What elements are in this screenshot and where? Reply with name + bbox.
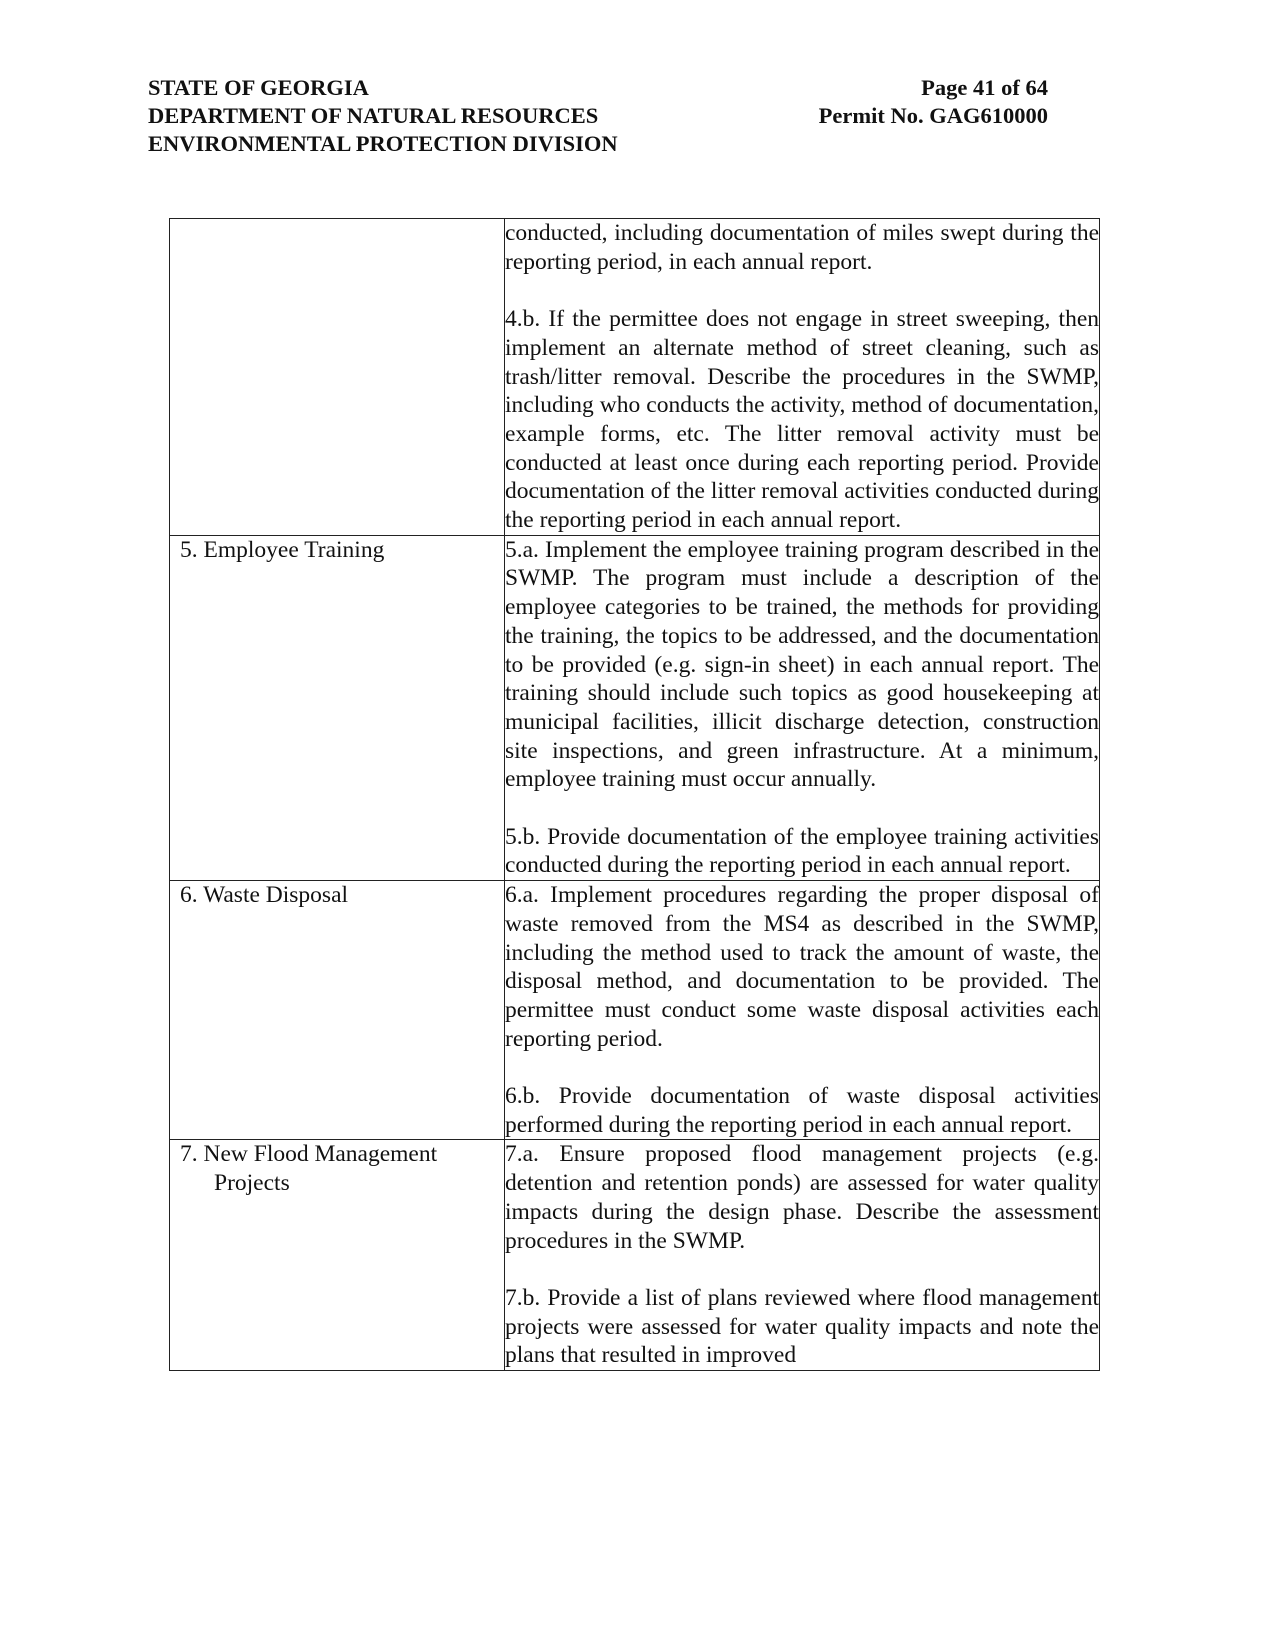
page-number: Page 41 of 64 xyxy=(921,75,1048,100)
state-name: STATE OF GEORGIA xyxy=(148,75,369,100)
page-info-block xyxy=(148,74,1048,130)
division-name: ENVIRONMENTAL PROTECTION DIVISION xyxy=(148,131,618,156)
requirements-cell xyxy=(505,1140,1100,1371)
requirements-cell xyxy=(505,881,1100,1140)
bmp-cell xyxy=(170,881,505,1140)
requirement-text: 6.a. Implement procedures regarding the proper disposal of waste removed from the MS4 as described in the SWMP, including the method used to track the amount of waste, the disposal method, and documentation to be provided. The permittee must conduct some waste disposal activities each reporting period. xyxy=(505,882,1099,1052)
requirement-text: conducted, including documentation of miles swept during the reporting period, in each annual report. xyxy=(505,220,1099,275)
table-row xyxy=(170,535,1100,880)
requirement-text: 7.b. Provide a list of plans reviewed where flood management projects were assessed for water quality impacts and note the plans that resulted in improved xyxy=(505,1284,1099,1369)
requirement-text: 5.a. Implement the employee training program described in the SWMP. The program must include a description of the employee categories to be trained, the methods for providing the training, the topics to be addressed, and the documentation to be provided (e.g. sign-in sheet) in each annual report. The training should include such topics as good housekeeping at municipal facilities, illicit discharge detection, construction site inspections, and green infrastructure. At a minimum, employee training must occur annually. xyxy=(505,536,1099,793)
bmp-requirements-table xyxy=(169,218,1100,1371)
requirement-text: 7.a. Ensure proposed flood management projects (e.g. detention and retention ponds) are assessed for water quality impacts during the design phase. Describe the assessment procedures in the SWMP. xyxy=(505,1141,1099,1254)
requirement-text: 4.b. If the permittee does not engage in street sweeping, then implement an alternate method of street cleaning, such as trash/litter removal. Describe the procedures in the SWMP, including who conducts the activity, method of documentation, example forms, etc. The litter removal activity must be conducted at least once during each reporting period. Provide documentation of the litter removal activities conducted during the reporting period in each annual report. xyxy=(505,306,1099,534)
permit-number: Permit No. GAG610000 xyxy=(818,103,1048,128)
department-name: DEPARTMENT OF NATURAL RESOURCES xyxy=(148,103,599,128)
bmp-label: 5. Employee Training xyxy=(180,536,385,563)
bmp-cell xyxy=(170,535,505,880)
requirement-text: 5.b. Provide documentation of the employee training activities conducted during the reporting period in each annual report. xyxy=(505,823,1099,879)
table-row xyxy=(170,881,1100,1140)
bmp-cell xyxy=(170,219,505,536)
requirements-cell xyxy=(505,219,1100,536)
bmp-label: 6. Waste Disposal xyxy=(180,882,349,909)
requirements-cell xyxy=(505,535,1100,880)
table-row xyxy=(170,219,1100,536)
bmp-cell xyxy=(170,1140,505,1371)
requirement-text: 6.b. Provide documentation of waste disposal activities performed during the reporting period in each annual report. xyxy=(505,1083,1099,1138)
bmp-label: 7. New Flood Management Projects xyxy=(180,1141,438,1197)
table-row xyxy=(170,1140,1100,1371)
